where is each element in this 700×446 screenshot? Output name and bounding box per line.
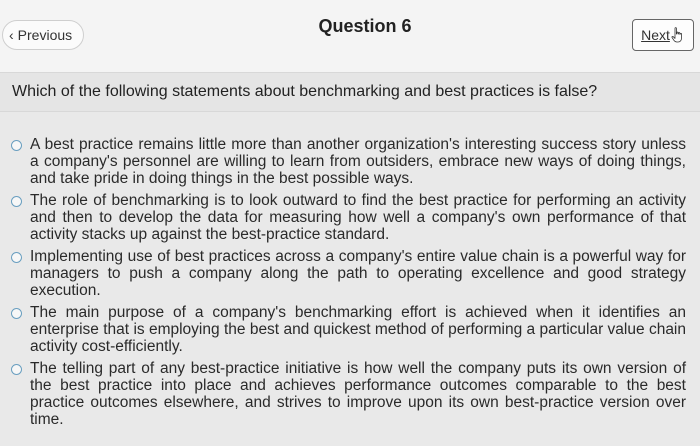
answer-option-text: The role of benchmarking is to look outward to find the best practice for performing an activity and then to develop the data for measuring how well a company's own performance of that activity stacks up against the best-practice standard. <box>30 192 686 243</box>
question-text: Which of the following statements about benchmarking and best practices is false? <box>0 72 700 112</box>
answer-options <box>0 112 700 446</box>
next-button[interactable] <box>632 19 694 51</box>
radio-button[interactable] <box>11 308 22 319</box>
question-title: Question 6 <box>318 16 412 36</box>
answer-option-text: Implementing use of best practices across a company's entire value chain is a powerful way for managers to push a company along the path to operating excellence and good strategy execution. <box>30 248 686 299</box>
next-button-label: Next <box>641 27 670 43</box>
answer-option-text: The main purpose of a company's benchmarking effort is achieved when it identifies an enterprise that is employing the best and quickest method of performing a particular value chain activity cost-efficiently. <box>30 304 686 355</box>
question-header <box>0 0 700 72</box>
radio-button[interactable] <box>11 196 22 207</box>
chevron-left-icon: ‹ <box>9 27 14 43</box>
hand-cursor-icon <box>671 27 685 43</box>
radio-button[interactable] <box>11 252 22 263</box>
answer-option-text: A best practice remains little more than another organization's interesting success story unless a company's personnel are willing to learn from outsiders, embrace new ways of doing things, and take pride in doing things in the best possible ways. <box>30 136 686 187</box>
radio-button[interactable] <box>11 140 22 151</box>
answer-option-text: The telling part of any best-practice initiative is how well the company puts its own version of the best practice into place and achieves performance outcomes comparable to the best practice outcomes elsewhere, and strives to improve upon its own best-practice version over time. <box>30 360 686 428</box>
radio-button[interactable] <box>11 364 22 375</box>
previous-button-label: Previous <box>17 27 73 43</box>
